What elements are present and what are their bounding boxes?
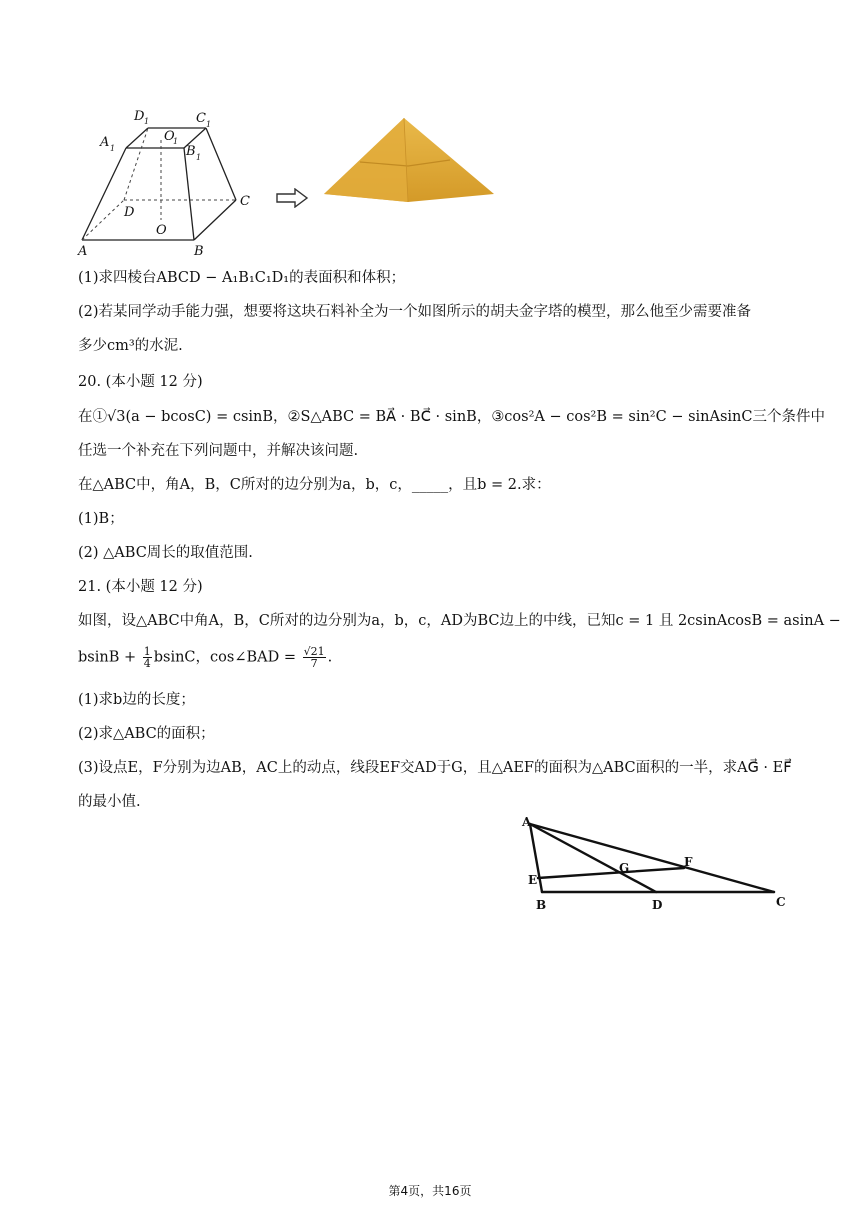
- tri-label-c: C: [776, 895, 786, 909]
- label-b: B: [194, 244, 204, 258]
- q21-stem-line2: bsinB + $\frac{1}{4}$ bsinC，cos∠BAD = $\frac{√21}{7}$ .: [78, 645, 333, 670]
- svg-text:1: 1: [206, 120, 212, 129]
- triangle-figure: [518, 812, 792, 912]
- q20-stem: 在△ABC中，角A，B，C所对的边分别为a，b，c，_____，且b = 2.求：: [78, 477, 551, 493]
- q21-stem2-a: bsinB +: [78, 649, 141, 666]
- q21-stem2-b: bsinC，cos∠BAD =: [153, 649, 301, 666]
- q21-part3-cont: 的最小值.: [78, 794, 141, 810]
- label-a: A: [78, 244, 88, 258]
- q21-stem-line1: 如图，设△ABC中角A，B，C所对的边分别为a，b，c，AD为BC边上的中线，已知c = 1 且 2csinAcosB = asinA −: [78, 613, 841, 629]
- svg-text:1: 1: [173, 137, 179, 146]
- q20-part1: (1)B；: [78, 511, 124, 527]
- svg-text:1: 1: [144, 117, 150, 126]
- label-o1: O: [164, 129, 175, 144]
- q20-header: 20. (本小题 12 分): [78, 374, 203, 390]
- tri-label-f: F: [684, 855, 693, 869]
- q20-part2: (2) △ABC周长的取值范围.: [78, 545, 253, 561]
- fraction-one-quarter: $\frac{1}{4}$: [143, 645, 151, 670]
- q21-part3: (3)设点E，F分别为边AB，AC上的动点，线段EF交AD于G，且△AEF的面积为△ABC面积的一半，求AG⃗ · EF⃗: [78, 760, 792, 776]
- label-d: D: [124, 205, 135, 220]
- q21-part2: (2)求△ABC的面积；: [78, 726, 215, 742]
- frustum-figure: [74, 100, 274, 258]
- label-a1: A: [100, 135, 110, 150]
- q21-header: 21. (本小题 12 分): [78, 579, 203, 595]
- pyramid-image: [320, 114, 498, 206]
- label-c1: C: [196, 111, 206, 126]
- svg-text:1: 1: [110, 144, 116, 153]
- tri-label-d: D: [652, 898, 663, 912]
- label-d1: D: [134, 109, 145, 124]
- label-c: C: [240, 194, 250, 209]
- label-o: O: [156, 223, 167, 238]
- svg-text:1: 1: [196, 153, 202, 162]
- q21-part1: (1)求b边的长度；: [78, 692, 195, 708]
- fraction-sqrt21-over-7: $\frac{√21}{7}$: [303, 645, 325, 670]
- q19-part1: (1)求四棱台ABCD − A₁B₁C₁D₁的表面积和体积；: [78, 270, 406, 286]
- arrow-icon: [275, 188, 309, 208]
- q20-instruction: 任选一个补充在下列问题中，并解决该问题.: [78, 443, 359, 459]
- tri-label-e: E: [528, 873, 538, 887]
- q20-conditions: 在①√3(a − bcosC) = csinB，②S△ABC = BA⃗ · BC⃗ · sinB，③cos²A − cos²B = sin²C − sinAsinC三个条件中: [78, 409, 825, 425]
- page-footer: 第4页，共16页: [388, 1184, 472, 1198]
- tri-label-a: A: [522, 815, 532, 829]
- tri-label-g: G: [619, 861, 630, 875]
- q19-part2-line1: (2)若某同学动手能力强，想要将这块石料补全为一个如图所示的胡夫金字塔的模型，那么他至少需要准备: [78, 304, 752, 320]
- tri-label-b: B: [536, 898, 547, 912]
- label-b1: B: [186, 144, 196, 159]
- q19-part2-line2: 多少cm³的水泥.: [78, 338, 183, 354]
